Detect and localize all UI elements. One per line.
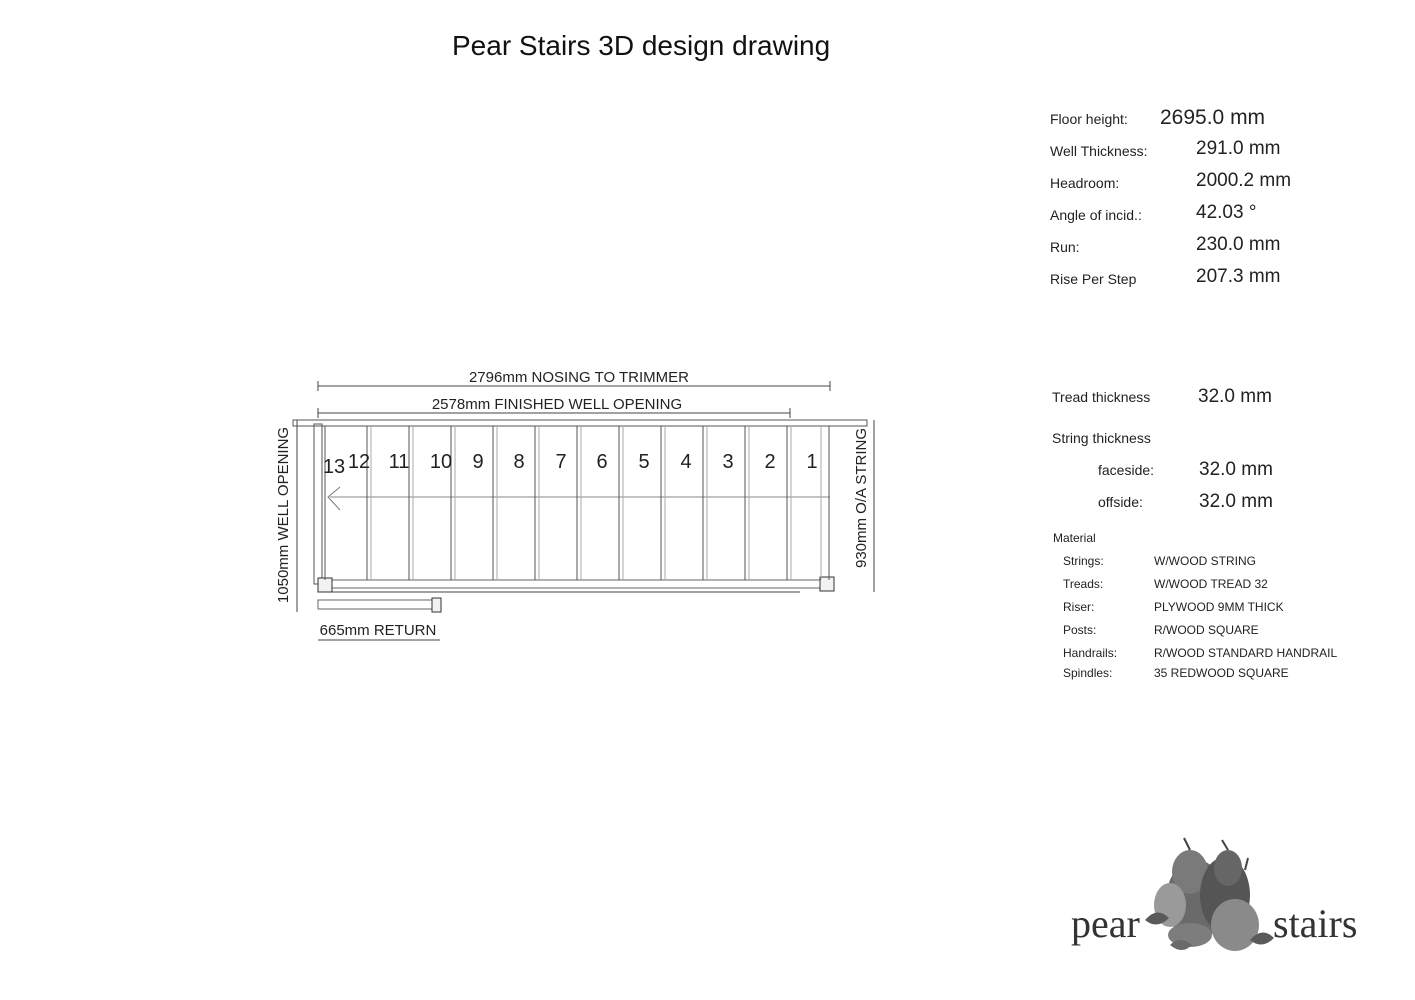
tread-thickness-label: Tread thickness — [1052, 389, 1151, 405]
return-rail — [318, 600, 440, 609]
material-label-strings: Strings: — [1063, 554, 1104, 568]
logo-word-pear: pear — [1071, 901, 1140, 946]
material-label-treads: Treads: — [1063, 577, 1104, 591]
faceside-label: faceside: — [1098, 462, 1155, 478]
spec-value: 230.0 mm — [1196, 234, 1281, 255]
material-label-handrails: Handrails: — [1063, 646, 1118, 660]
page-title: Pear Stairs 3D design drawing — [452, 30, 831, 61]
return-post — [432, 598, 441, 612]
spec-label: Well Thickness: — [1050, 143, 1148, 159]
step-number: 5 — [638, 451, 650, 473]
oa-string-label: 930mm O/A STRING — [853, 427, 870, 569]
material-heading: Material — [1053, 531, 1096, 545]
offside-value: 32.0 mm — [1199, 491, 1273, 512]
spec-label: Run: — [1050, 239, 1080, 255]
material-value-strings: W/WOOD STRING — [1154, 554, 1256, 568]
spec-value: 2000.2 mm — [1196, 170, 1292, 191]
string-thickness-label: String thickness — [1052, 430, 1151, 446]
step-number: 13 — [322, 456, 346, 478]
spec-value: 42.03 ° — [1196, 202, 1257, 223]
step-number: 7 — [555, 451, 567, 473]
step-number: 2 — [764, 451, 776, 473]
pear-logo-icon — [1145, 838, 1274, 951]
well-opening-label: 1050mm WELL OPENING — [275, 426, 292, 604]
step-number: 6 — [596, 451, 608, 473]
step-number: 8 — [513, 451, 525, 473]
left-string — [314, 424, 322, 584]
nosing-dimension-label: 2796mm NOSING TO TRIMMER — [468, 369, 690, 386]
step-number: 1 — [806, 451, 818, 473]
return-label: 665mm RETURN — [319, 622, 437, 639]
walk-line-arrow — [328, 487, 340, 510]
newel-post-left — [318, 578, 332, 592]
well-dimension-label: 2578mm FINISHED WELL OPENING — [431, 396, 683, 413]
material-value-handrails: R/WOOD STANDARD HANDRAIL — [1154, 646, 1338, 660]
spec-label: Headroom: — [1050, 175, 1120, 191]
step-number: 4 — [680, 451, 692, 473]
material-label-posts: Posts: — [1063, 623, 1097, 637]
spec-label: Rise Per Step — [1050, 271, 1137, 287]
logo-word-stairs: stairs — [1273, 901, 1358, 946]
offside-label: offside: — [1098, 494, 1143, 510]
spec-label: Angle of incid.: — [1050, 207, 1142, 223]
spec-label: Floor height: — [1050, 111, 1128, 127]
faceside-value: 32.0 mm — [1199, 459, 1273, 480]
material-value-posts: R/WOOD SQUARE — [1154, 623, 1259, 637]
step-number: 10 — [429, 451, 453, 473]
newel-post-right — [820, 577, 834, 591]
step-number: 3 — [722, 451, 734, 473]
spec-value: 291.0 mm — [1196, 138, 1281, 159]
material-label-riser: Riser: — [1063, 600, 1095, 614]
spec-value: 2695.0 mm — [1160, 106, 1266, 129]
step-number: 12 — [347, 451, 371, 473]
bottom-string — [318, 580, 826, 588]
trimmer-top — [293, 420, 867, 426]
step-number: 11 — [388, 451, 410, 473]
spec-value: 207.3 mm — [1196, 266, 1281, 287]
material-value-spindles: 35 REDWOOD SQUARE — [1154, 666, 1289, 680]
step-number: 9 — [472, 451, 484, 473]
material-value-riser: PLYWOOD 9MM THICK — [1154, 600, 1284, 614]
material-label-spindles: Spindles: — [1063, 666, 1113, 680]
material-value-treads: W/WOOD TREAD 32 — [1154, 577, 1268, 591]
tread-thickness-value: 32.0 mm — [1198, 386, 1272, 407]
